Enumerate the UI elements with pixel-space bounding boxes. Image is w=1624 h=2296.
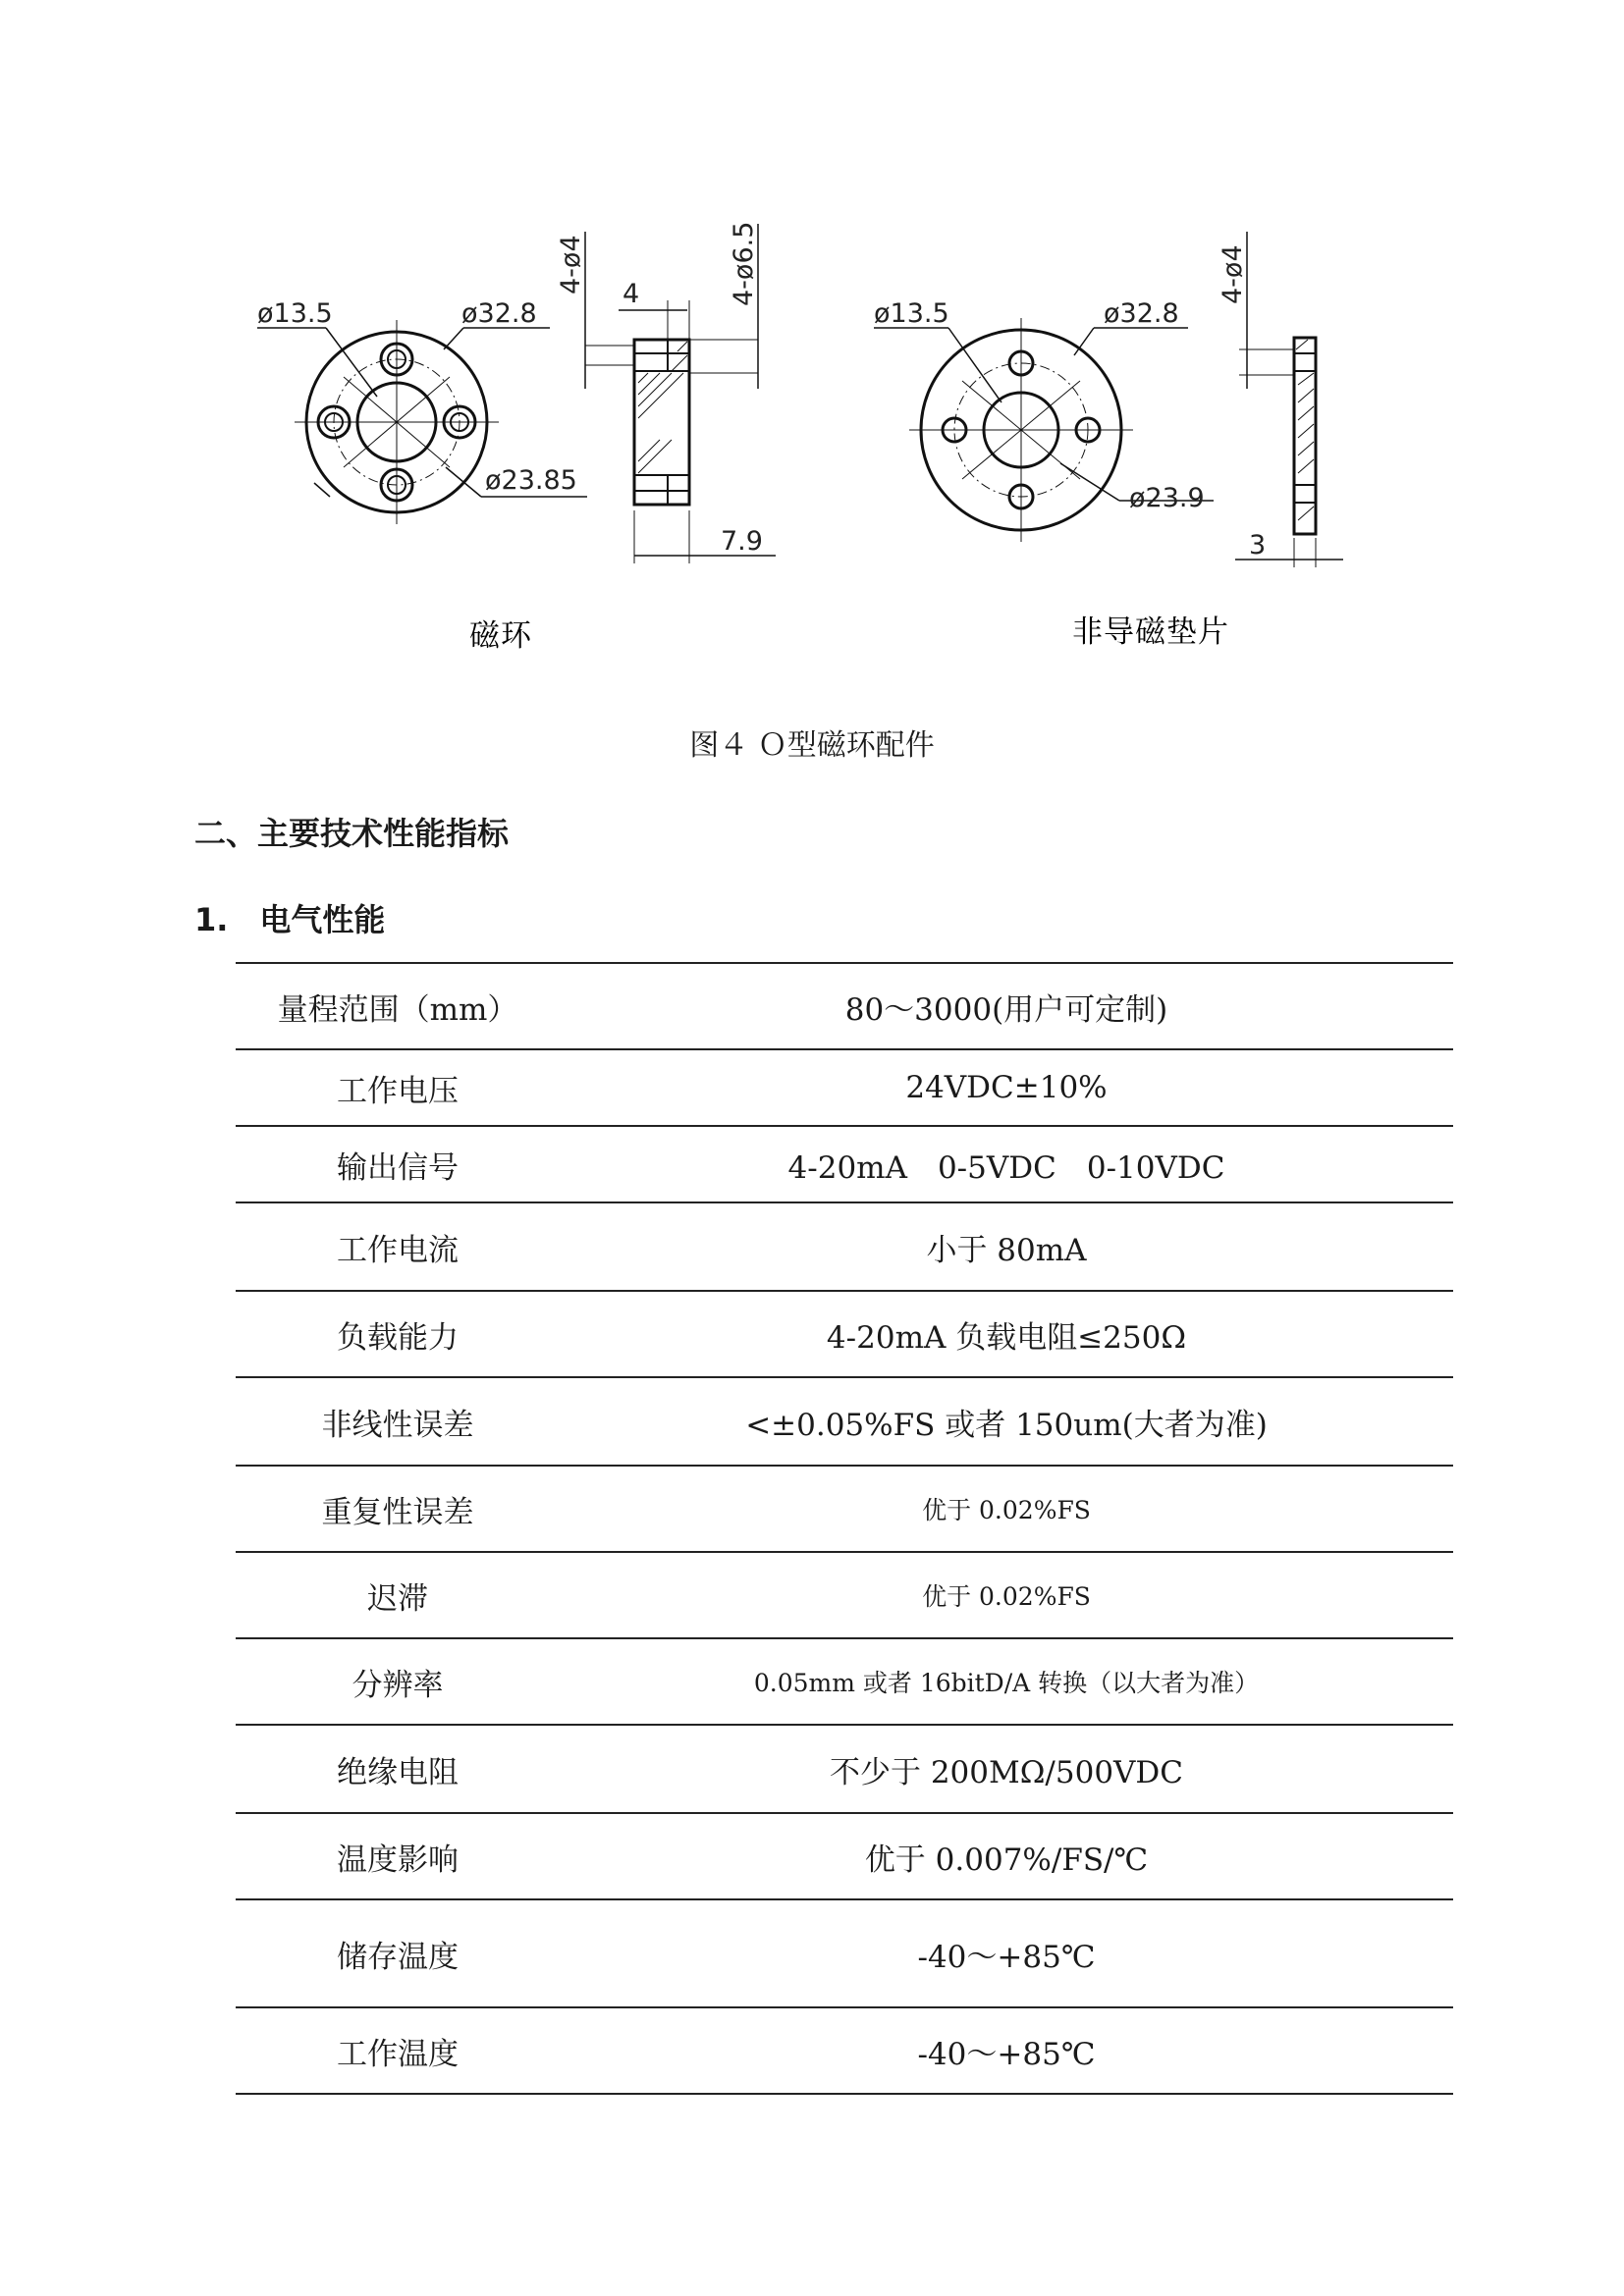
spec-value: -40～+85℃ bbox=[560, 2007, 1453, 2094]
section-heading: 二、主要技术性能指标 bbox=[194, 815, 510, 852]
ring-dim-counterbore: 4 bbox=[623, 279, 640, 309]
spec-table bbox=[236, 962, 1453, 2095]
subsection-heading: 1. 电气性能 bbox=[194, 901, 386, 938]
ring-caption: 磁环 bbox=[469, 618, 532, 654]
table-row bbox=[236, 1813, 1453, 1899]
table-row bbox=[236, 1377, 1453, 1466]
table-row bbox=[236, 1291, 1453, 1377]
spec-value: <±0.05%FS 或者 150um(大者为准) bbox=[560, 1377, 1453, 1466]
spec-label: 工作温度 bbox=[236, 2007, 560, 2094]
spec-value: 优于 0.02%FS bbox=[560, 1466, 1453, 1552]
spec-value: 4-20mA 负载电阻≤250Ω bbox=[560, 1291, 1453, 1377]
table-row bbox=[236, 1899, 1453, 2007]
figure-caption: 图４ Ｏ型磁环配件 bbox=[689, 728, 935, 763]
spec-label: 工作电压 bbox=[236, 1049, 560, 1126]
spacer-dim-thickness: 3 bbox=[1249, 530, 1267, 561]
spec-label: 迟滞 bbox=[236, 1552, 560, 1638]
table-row bbox=[236, 1202, 1453, 1291]
ring-dim-thickness: 7.9 bbox=[721, 526, 763, 557]
spec-label: 量程范围（mm） bbox=[236, 963, 560, 1049]
spacer-dim-holes: 4-ø4 bbox=[1218, 244, 1248, 304]
spec-label: 非线性误差 bbox=[236, 1377, 560, 1466]
spec-table-body bbox=[236, 963, 1453, 2094]
spacer-caption: 非导磁垫片 bbox=[1072, 614, 1229, 650]
spec-value: 4-20mA 0-5VDC 0-10VDC bbox=[560, 1126, 1453, 1202]
spec-value: 优于 0.007%/FS/℃ bbox=[560, 1813, 1453, 1899]
spec-label: 分辨率 bbox=[236, 1638, 560, 1725]
spec-label: 负载能力 bbox=[236, 1291, 560, 1377]
spec-value: 80～3000(用户可定制) bbox=[560, 963, 1453, 1049]
spacer-dim-pcd: ø23.9 bbox=[1129, 483, 1205, 513]
table-row bbox=[236, 1638, 1453, 1725]
ring-dim-pcd: ø23.85 bbox=[485, 465, 577, 496]
spacer-dim-inner: ø13.5 bbox=[874, 298, 949, 329]
spacer-side-view bbox=[1235, 232, 1343, 567]
spec-label: 温度影响 bbox=[236, 1813, 560, 1899]
spec-label: 工作电流 bbox=[236, 1202, 560, 1291]
table-row bbox=[236, 1126, 1453, 1202]
table-row bbox=[236, 1049, 1453, 1126]
spec-value: -40～+85℃ bbox=[560, 1899, 1453, 2007]
spec-label: 绝缘电阻 bbox=[236, 1725, 560, 1813]
table-row bbox=[236, 963, 1453, 1049]
spec-label: 输出信号 bbox=[236, 1126, 560, 1202]
table-row bbox=[236, 2007, 1453, 2094]
spec-value: 优于 0.02%FS bbox=[560, 1552, 1453, 1638]
spec-value: 小于 80mA bbox=[560, 1202, 1453, 1291]
ring-dim-inner: ø13.5 bbox=[257, 298, 333, 329]
spec-value: 0.05mm 或者 16bitD/A 转换（以大者为准） bbox=[560, 1638, 1453, 1725]
table-row bbox=[236, 1552, 1453, 1638]
table-row bbox=[236, 1725, 1453, 1813]
spec-value: 24VDC±10% bbox=[560, 1049, 1453, 1126]
ring-dim-holes-large: 4-ø6.5 bbox=[729, 221, 759, 306]
ring-dim-outer: ø32.8 bbox=[461, 298, 537, 329]
spec-label: 储存温度 bbox=[236, 1899, 560, 2007]
table-row bbox=[236, 1466, 1453, 1552]
ring-dim-holes-small: 4-ø4 bbox=[556, 235, 586, 294]
spec-value: 不少于 200MΩ/500VDC bbox=[560, 1725, 1453, 1813]
spacer-dim-outer: ø32.8 bbox=[1104, 298, 1179, 329]
spec-label: 重复性误差 bbox=[236, 1466, 560, 1552]
accessory-drawing bbox=[0, 0, 1624, 707]
